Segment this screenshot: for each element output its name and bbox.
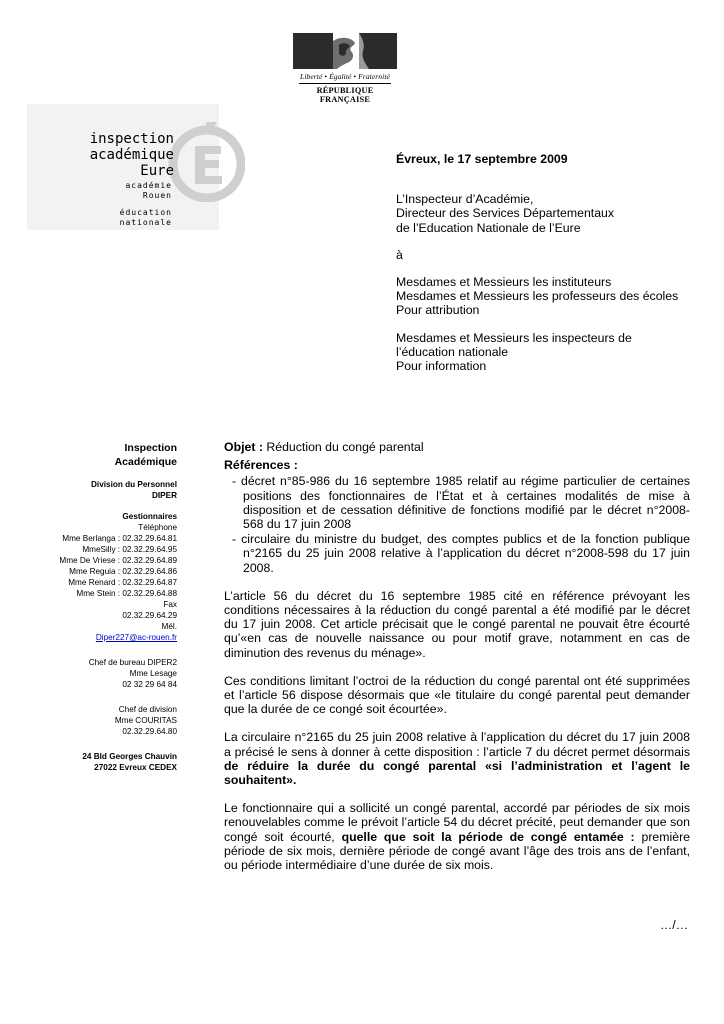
letter-date: Évreux, le 17 septembre 2009: [396, 152, 568, 166]
subject-line: [224, 440, 690, 454]
telephone-label: Téléphone: [138, 523, 177, 532]
paragraph-4-text: Le fonctionnaire qui a sollicité un congé parental, accordé par périodes de six mois renouvelables comme le prévoit l’article 54 du décret précité, peut demander que son congé soit écourté,: [224, 801, 690, 844]
sidebar-org-line1: Inspection: [124, 442, 177, 454]
logo-sub-nationale: nationale: [119, 218, 172, 227]
subject-label: Objet :: [224, 440, 263, 454]
logo-sub-education: éducation: [119, 208, 172, 217]
paragraph-2: Ces conditions limitant l’octroi de la réduction du congé parental ont été supprimées et l’article 56 dispose désormais que «le titulaire du congé parental peut demander que la durée de ce congé soit écourtée».: [224, 673, 690, 717]
logo-divider: [299, 83, 391, 84]
division-code: DIPER: [151, 491, 177, 500]
paragraph-4-emphasis: quelle que soit la période de congé entamée :: [341, 829, 635, 844]
reference-item: - décret n°85-986 du 16 septembre 1985 relatif au régime particulier de certaines positions des fonctionnaires de l’État et à certaines modalités de mise à disposition et de cessation définitive de fonctions modifié par le décret n°2008-568 du 17 juin 2008: [232, 474, 690, 532]
education-e-emblem-icon: [167, 118, 245, 202]
chef-bureau-phone: 02 32 29 64 84: [122, 680, 177, 689]
logo-title-line2: Eure: [140, 163, 174, 179]
logo-subtitle: [27, 181, 172, 228]
subject-text: Réduction du congé parental: [266, 440, 424, 454]
address-line1: 24 Bld Georges Chauvin: [82, 752, 177, 761]
paragraph-4-text-end: première période de six mois, dernière période de congé avant l’âge des trois ans de l’enfant, ou période intermédiaire d’une durée de six mois.: [224, 829, 691, 873]
reference-item: - circulaire du ministre du budget, des comptes publics et de la fonction publique n°2165 du 25 juin 2008 relative à l’application du décret n°2008-598 du 17 juin 2008.: [232, 532, 690, 575]
sender-block: [396, 192, 696, 235]
chef-bureau-name: Mme Lesage: [129, 669, 177, 678]
fax-label: Fax: [163, 600, 177, 609]
recipient-line: Pour information: [396, 359, 487, 374]
letter-body: [224, 440, 690, 886]
recipient-line: Pour attribution: [396, 303, 480, 318]
recipient-line: l’éducation nationale: [396, 344, 509, 359]
paragraph-3-emphasis: de réduire la durée du congé parental «si l’administration et l’agent le souhaitent».: [224, 758, 690, 788]
republic-name: RÉPUBLIQUE FRANÇAISE: [316, 86, 374, 104]
recipient-line: Mesdames et Messieurs les inspecteurs de: [396, 330, 632, 345]
chef-division-phone: 02.32.29.64.80: [122, 727, 177, 736]
gestionnaires-heading: Gestionnaires: [122, 512, 177, 521]
republic-motto: Liberté • Égalité • Fraternité: [300, 72, 390, 81]
contact-line: MmeSilly : 02.32.29.64.95: [82, 545, 177, 554]
chef-bureau-title: Chef de bureau DIPER2: [88, 658, 177, 667]
contact-line: Mme De Vriese : 02.32.29.64.89: [59, 556, 177, 565]
division-name: Division du Personnel: [91, 480, 177, 489]
contact-line: Mme Stein : 02.32.29.64.88: [76, 589, 177, 598]
contact-line: Mme Renard : 02.32.29.64.87: [68, 578, 177, 587]
contact-line: Mme Berlanga : 02.32.29.64.81: [62, 534, 177, 543]
paragraph-3: [224, 730, 690, 787]
recipient-line: Mesdames et Messieurs les professeurs des écoles: [396, 289, 679, 304]
inspection-academique-title: [27, 131, 174, 179]
paragraph-3-text: La circulaire n°2165 du 25 juin 2008 relative à l’application du décret du 17 juin 2008 a précisé le sens à donner à cette disposition : l’article 7 du décret permet désormais: [224, 730, 690, 759]
sender-line: L’Inspecteur d’Académie,: [396, 192, 534, 207]
sidebar-org-line2: Académique: [114, 456, 177, 468]
marianne-emblem-icon: [293, 33, 397, 69]
sender-line: Directeur des Services Départementaux: [396, 206, 615, 221]
sidebar-contacts: [48, 441, 177, 773]
letter-header: [396, 152, 696, 386]
inspection-academique-logo: [27, 104, 219, 230]
references-list: [224, 474, 690, 574]
fax-number: 02.32.29.64.29: [122, 611, 177, 620]
chef-division-title: Chef de division: [118, 705, 177, 714]
republique-francaise-logo: [293, 33, 397, 104]
paragraph-1: L’article 56 du décret du 16 septembre 1985 cité en référence prévoyant les conditions nécessaires à la réduction du congé parental a été modifié par le décret du 17 juin 2008. Cet article précisait que le congé parental ne pouvait être écourté qu’«en cas de nouvelle naissance ou pour motif grave, notamment en cas de diminution des revenus du ménage».: [224, 588, 690, 660]
logo-sub-academie: académie: [125, 181, 172, 190]
logo-sub-rouen: Rouen: [142, 191, 172, 200]
mel-label: Mél.: [161, 622, 177, 631]
sender-line: de l’Education Nationale de l’Eure: [396, 220, 581, 235]
recipients-information: [396, 331, 696, 374]
chef-division-name: Mme COURITAS: [114, 716, 177, 725]
recipient-line: Mesdames et Messieurs les instituteurs: [396, 275, 612, 290]
recipients-attribution: [396, 275, 696, 318]
contact-line: Mme Reguia : 02.32.29.64.86: [69, 567, 177, 576]
references-heading: Références :: [224, 458, 298, 473]
email-link[interactable]: Diper227@ac-rouen.fr: [95, 633, 177, 642]
continuation-mark: …/…: [660, 918, 689, 932]
logo-title-line1: inspection académique: [89, 131, 174, 163]
to-word: à: [396, 247, 403, 262]
address-line2: 27022 Evreux CEDEX: [94, 763, 177, 772]
paragraph-4: [224, 801, 690, 872]
